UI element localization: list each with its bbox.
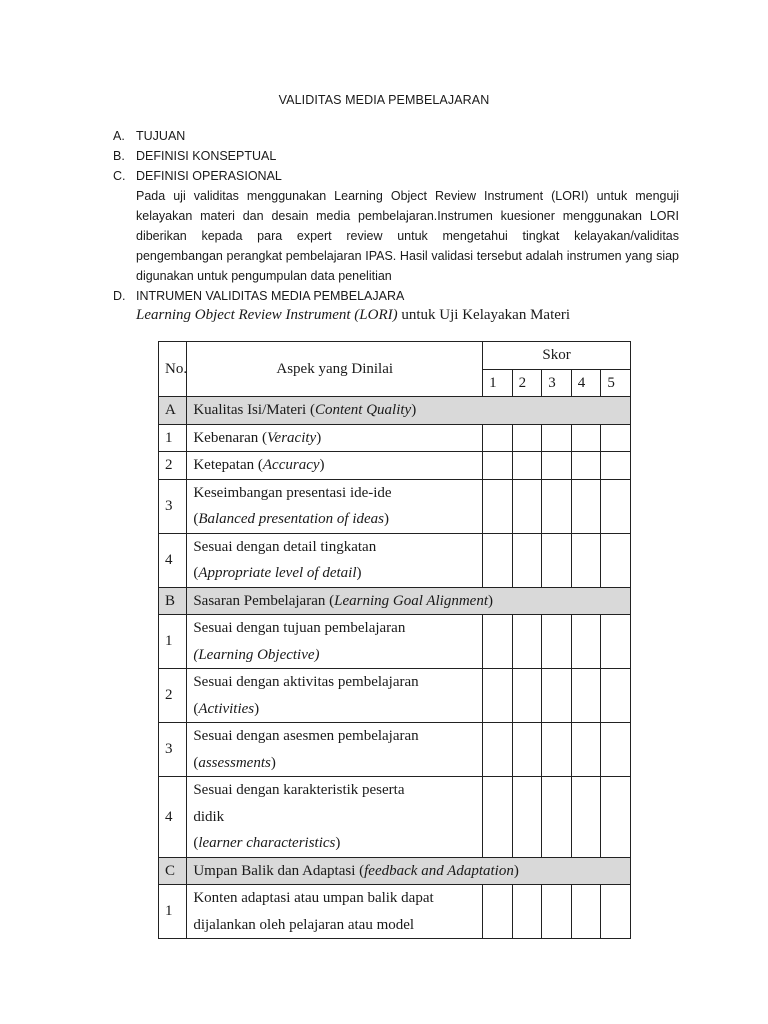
table-header-row <box>159 342 631 370</box>
aspect-line <box>193 669 476 696</box>
section-c-paragraph: Pada uji validitas menggunakan Learning Object Review Instrument (LORI) untuk menguji kelayakan materi dan desain media pembelajaran.Instrumen kuesioner menggunakan LORI diberikan kepada para expert review untuk mengetahui tingkat kelayakan/validitas pengembangan perangkat pembelajaran IPAS. Hasil validasi tersebut adalah instrumen yang siap digunakan untuk pengumpulan data penelitian <box>136 189 679 283</box>
aspect-line <box>193 777 476 804</box>
item-aspect <box>187 615 483 669</box>
aspect-italic: (Learning Objective) <box>193 646 320 663</box>
score-cell-5[interactable] <box>601 479 631 533</box>
item-number: 3 <box>159 479 187 533</box>
table-row <box>159 479 631 533</box>
header-score: Skor <box>483 342 631 370</box>
section-title-end: ) <box>488 592 493 609</box>
score-cell-2[interactable] <box>512 533 542 587</box>
aspect-line <box>193 615 476 642</box>
table-caption <box>136 305 570 325</box>
aspect-text: ( <box>193 700 199 717</box>
aspect-end: ) <box>254 700 260 717</box>
item-aspect <box>187 479 483 533</box>
score-cell-1[interactable] <box>483 533 513 587</box>
aspect-line <box>193 750 476 777</box>
caption-rest: untuk Uji Kelayakan Materi <box>397 307 571 323</box>
aspect-line <box>193 452 476 479</box>
score-cell-4[interactable] <box>571 424 601 452</box>
aspect-text: dijalankan oleh pelajaran atau model <box>193 916 415 933</box>
score-cell-3[interactable] <box>542 669 572 723</box>
score-cell-1[interactable] <box>483 615 513 669</box>
section-row <box>159 857 631 885</box>
aspect-line <box>193 534 476 561</box>
item-aspect <box>187 533 483 587</box>
item-number: 1 <box>159 885 187 939</box>
item-number: 3 <box>159 723 187 777</box>
section-label: INTRUMEN VALIDITAS MEDIA PEMBELAJARA <box>136 289 405 303</box>
score-cell-4[interactable] <box>571 479 601 533</box>
score-cell-2[interactable] <box>512 777 542 858</box>
score-cell-5[interactable] <box>601 723 631 777</box>
section-title-text: Sasaran Pembelajaran ( <box>193 592 335 609</box>
scale-5: 5 <box>601 369 631 397</box>
item-number: 1 <box>159 615 187 669</box>
header-aspect: Aspek yang Dinilai <box>187 342 483 397</box>
aspect-italic: Balanced presentation of ideas <box>198 511 384 527</box>
section-title-italic: feedback and Adaptation <box>364 862 514 879</box>
aspect-line <box>193 885 476 912</box>
score-cell-1[interactable] <box>483 777 513 858</box>
aspect-line <box>193 830 476 857</box>
score-cell-5[interactable] <box>601 424 631 452</box>
aspect-end: ) <box>316 429 322 446</box>
score-cell-5[interactable] <box>601 452 631 480</box>
section-code: C <box>159 857 187 885</box>
score-cell-5[interactable] <box>601 533 631 587</box>
score-cell-4[interactable] <box>571 777 601 858</box>
aspect-line <box>193 723 476 750</box>
aspect-line <box>193 506 476 533</box>
score-cell-3[interactable] <box>542 533 572 587</box>
section-code: A <box>159 397 187 425</box>
score-cell-2[interactable] <box>512 723 542 777</box>
section-title-italic: Content Quality <box>314 402 412 418</box>
scale-2: 2 <box>512 369 542 397</box>
section-letter: B. <box>113 149 125 163</box>
aspect-italic: learner characteristics <box>198 835 336 851</box>
section-title <box>187 857 631 885</box>
aspect-italic: Activities <box>198 700 255 717</box>
section-letter: A. <box>113 129 125 143</box>
item-number: 1 <box>159 424 187 452</box>
aspect-line <box>193 560 476 587</box>
score-cell-3[interactable] <box>542 615 572 669</box>
score-cell-3[interactable] <box>542 452 572 480</box>
item-number: 2 <box>159 452 187 480</box>
aspect-text: Keseimbangan presentasi ide-ide <box>193 484 392 501</box>
score-cell-4[interactable] <box>571 452 601 480</box>
section-code: B <box>159 587 187 615</box>
section-row <box>159 587 631 615</box>
table-row <box>159 533 631 587</box>
table-row <box>159 723 631 777</box>
score-cell-4[interactable] <box>571 533 601 587</box>
item-aspect <box>187 777 483 858</box>
aspect-text: Sesuai dengan tujuan pembelajaran <box>193 620 406 636</box>
page-title: VALIDITAS MEDIA PEMBELAJARAN <box>278 93 490 107</box>
section-label: DEFINISI OPERASIONAL <box>136 169 282 183</box>
item-aspect <box>187 723 483 777</box>
section-title-text: Kualitas Isi/Materi ( <box>193 402 315 418</box>
score-cell-3[interactable] <box>542 424 572 452</box>
aspect-line <box>193 696 476 723</box>
aspect-line <box>193 642 476 669</box>
aspect-line <box>193 804 476 831</box>
section-title-end: ) <box>513 862 519 879</box>
aspect-text: ( <box>193 835 199 851</box>
aspect-end: ) <box>270 754 276 771</box>
section-title <box>187 587 631 615</box>
header-no: No. <box>159 342 187 397</box>
aspect-end: ) <box>384 511 389 527</box>
section-letter: D. <box>113 289 126 303</box>
section-b <box>113 146 679 166</box>
score-cell-3[interactable] <box>542 479 572 533</box>
score-cell-2[interactable] <box>512 669 542 723</box>
aspect-text: Konten adaptasi atau umpan balik dapat <box>193 890 434 906</box>
aspect-text: ( <box>193 511 199 527</box>
aspect-italic: assessments <box>198 754 271 771</box>
aspect-line <box>193 480 476 507</box>
scale-3: 3 <box>542 369 572 397</box>
section-title <box>187 397 631 425</box>
aspect-italic: Accuracy <box>262 457 320 473</box>
aspect-italic: Veracity <box>267 429 317 446</box>
item-number: 2 <box>159 669 187 723</box>
aspect-text: Sesuai dengan asesmen pembelajaran <box>193 728 419 744</box>
score-cell-1[interactable] <box>483 723 513 777</box>
caption-italic: Learning Object Review Instrument (LORI) <box>136 307 398 323</box>
item-aspect <box>187 669 483 723</box>
table-row <box>159 885 631 939</box>
aspect-text: Ketepatan ( <box>193 457 263 473</box>
score-cell-3[interactable] <box>542 885 572 939</box>
aspect-italic: Appropriate level of detail <box>198 565 357 581</box>
score-cell-5[interactable] <box>601 885 631 939</box>
section-title-text: Umpan Balik dan Adaptasi ( <box>193 862 365 879</box>
table-row <box>159 424 631 452</box>
score-cell-1[interactable] <box>483 885 513 939</box>
score-cell-2[interactable] <box>512 479 542 533</box>
section-title-end: ) <box>411 402 417 418</box>
section-a <box>113 126 679 146</box>
section-title-italic: Learning Goal Alignment <box>334 592 488 609</box>
score-cell-5[interactable] <box>601 669 631 723</box>
aspect-end: ) <box>335 835 341 851</box>
score-cell-2[interactable] <box>512 424 542 452</box>
score-cell-1[interactable] <box>483 669 513 723</box>
score-cell-1[interactable] <box>483 452 513 480</box>
aspect-line <box>193 425 476 452</box>
aspect-text: ( <box>193 565 199 581</box>
scale-1: 1 <box>483 369 513 397</box>
item-aspect <box>187 885 483 939</box>
score-cell-2[interactable] <box>512 615 542 669</box>
score-cell-5[interactable] <box>601 777 631 858</box>
section-row <box>159 397 631 425</box>
aspect-line <box>193 912 476 939</box>
section-c <box>113 166 679 186</box>
aspect-text: Sesuai dengan detail tingkatan <box>193 538 377 555</box>
aspect-text: Sesuai dengan karakteristik peserta <box>193 782 405 798</box>
table-row <box>159 669 631 723</box>
aspect-text: ( <box>193 754 199 771</box>
score-cell-5[interactable] <box>601 615 631 669</box>
section-list <box>113 126 679 306</box>
score-cell-1[interactable] <box>483 424 513 452</box>
score-cell-3[interactable] <box>542 777 572 858</box>
section-d <box>113 286 679 306</box>
lori-table <box>158 341 631 939</box>
score-cell-2[interactable] <box>512 885 542 939</box>
scale-4: 4 <box>571 369 601 397</box>
item-number: 4 <box>159 533 187 587</box>
item-number: 4 <box>159 777 187 858</box>
aspect-end: ) <box>356 565 362 581</box>
score-cell-4[interactable] <box>571 885 601 939</box>
score-cell-4[interactable] <box>571 669 601 723</box>
score-cell-2[interactable] <box>512 452 542 480</box>
item-aspect <box>187 452 483 480</box>
aspect-text: Sesuai dengan aktivitas pembelajaran <box>193 674 419 690</box>
score-cell-3[interactable] <box>542 723 572 777</box>
aspect-end: ) <box>319 457 325 473</box>
score-cell-1[interactable] <box>483 479 513 533</box>
table-row <box>159 615 631 669</box>
item-aspect <box>187 424 483 452</box>
table-body <box>159 397 631 939</box>
score-cell-4[interactable] <box>571 723 601 777</box>
section-label: TUJUAN <box>136 129 186 143</box>
section-letter: C. <box>113 169 126 183</box>
score-cell-4[interactable] <box>571 615 601 669</box>
table-row <box>159 452 631 480</box>
aspect-text: Kebenaran ( <box>193 429 268 446</box>
section-label: DEFINISI KONSEPTUAL <box>136 149 277 163</box>
table-row <box>159 777 631 858</box>
aspect-text: didik <box>193 808 225 825</box>
